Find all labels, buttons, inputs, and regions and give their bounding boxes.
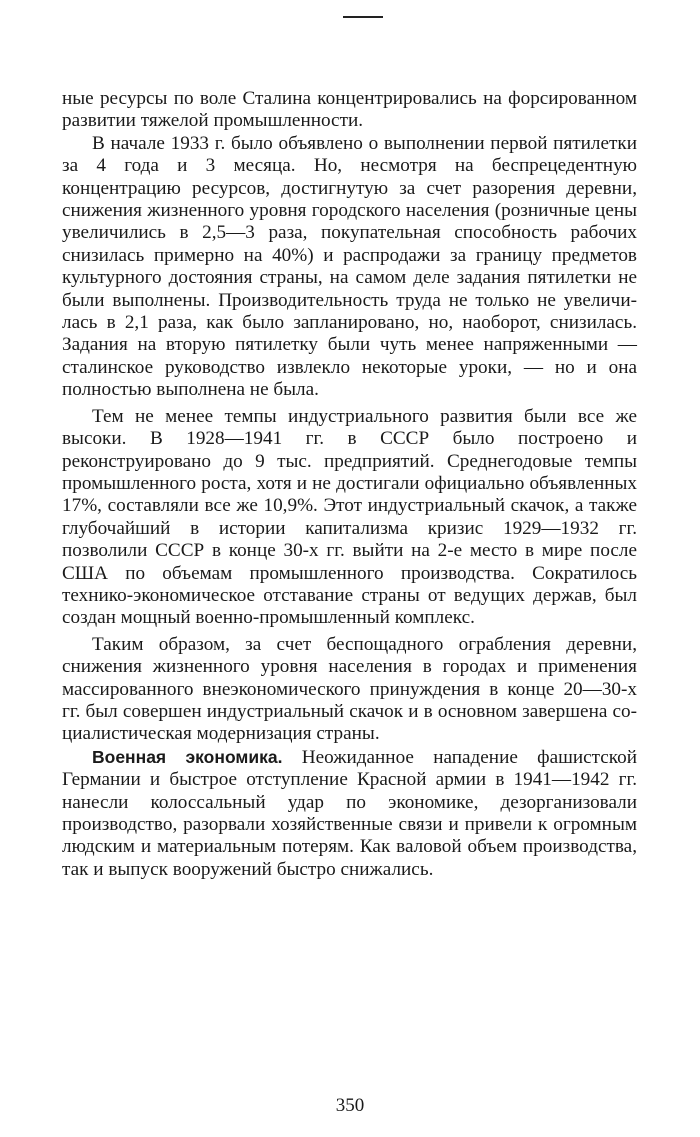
paragraph-industrial-growth: Тем не менее темпы индустриального развития были все же высоки. В 1928—1941 гг. в СССР было построено и реконструировано до 9 тыс. предприятий. Среднегодовые темпы промышленного роста, хотя и не достигали официально объявленных 17%, составляли все же 10,9%. Этот индустриальный скачок, а также глубочайший в истории капитализма кризис 1929—1932 гг. позволили СССР в конце 30-х гг. выйти на 2-е место в мире после США по объемам промышленного производства. Сократилось технико-экономическое отставание страны от ведущих держав, был создан мощный военно-промышленный комплекс.	[62, 405, 637, 629]
page-number: 350	[335, 1095, 365, 1116]
paragraph-continuation: ные ресурсы по воле Сталина концентрировались на форсированном развитии тяжелой промышленности.	[62, 88, 637, 132]
paragraph-first-five-year-plan: В начале 1933 г. было объявлено о выполнении первой пятилетки за 4 года и 3 месяца. Но, несмотря на беспрецедентную концентрацию ресурсов, достигнутую за счет разорения деревни, снижения жизненного уровня городского населения (розничные цены увеличились в 2,5—3 раза, покупательная способность рабочих снизилась примерно на 40%) и распродажи за границу предметов культурного достояния страны, на самом деле задания пятилетки не были выполнены. Производительность труда не только не увеличилась в 2,1 раза, как было запланировано, но, наоборот, снизилась. Задания на вторую пятилетку были чуть менее напряженными — сталинское руководство извлекло некоторые уроки, — но и она полностью выполнена не была.	[62, 132, 637, 401]
page-body	[62, 88, 637, 881]
paragraph-conclusion: Таким образом, за счет беспощадного ограбления деревни, снижения жизненного уровня населения в городах и применения массированного внеэкономического принуждения в конце 20—30-х гг. был совершен индустриальный скачок и в основном завершена социалистическая модернизация страны.	[62, 633, 637, 745]
war-economy-heading: Военная экономика.	[92, 746, 283, 767]
paragraph-war-economy	[62, 746, 637, 881]
war-economy-text: Неожиданное нападение фашистской Германии и быстрое отступление Красной армии в 1941—1942 гг. нанесли колоссальный удар по экономике, дезорганизовали производство, разорвали хозяйственные связи и привели к огромным людским и материальным потерям. Как валовой объем производства, так и выпуск вооружений быстро снижались.	[62, 746, 637, 880]
header-rule	[343, 16, 383, 18]
